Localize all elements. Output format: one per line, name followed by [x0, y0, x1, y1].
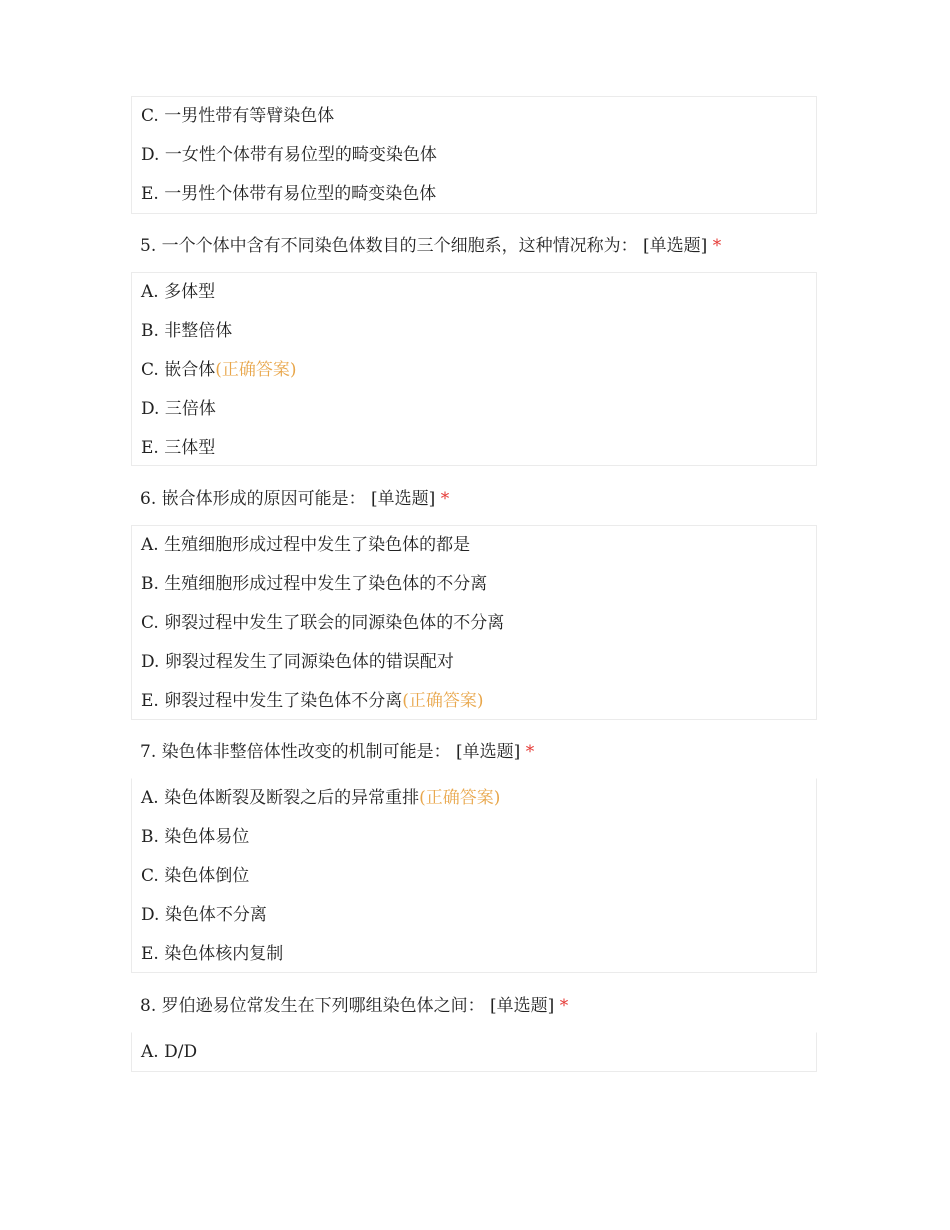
question-title-text: 6. 嵌合体形成的原因可能是：: [140, 489, 366, 509]
q6-options-box: [131, 525, 817, 720]
option-q7-a[interactable]: [141, 787, 500, 809]
option-q5-a[interactable]: A. 多体型: [141, 282, 216, 302]
required-mark: *: [440, 489, 450, 509]
option-q5-c[interactable]: [141, 359, 296, 381]
option-q5-e[interactable]: E. 三体型: [141, 438, 216, 458]
required-mark: *: [525, 742, 535, 762]
question-type: [单选题]: [371, 489, 436, 509]
correct-answer-tag: (正确答案): [419, 788, 501, 808]
option-q6-a[interactable]: A. 生殖细胞形成过程中发生了染色体的都是: [141, 535, 471, 555]
question-type: [单选题]: [643, 236, 708, 256]
question-5-title: [140, 235, 721, 257]
option-q4-d[interactable]: D. 一女性个体带有易位型的畸变染色体: [141, 145, 437, 165]
option-text: C. 嵌合体: [141, 360, 216, 380]
option-q7-e[interactable]: E. 染色体核内复制: [141, 944, 284, 964]
option-q7-b[interactable]: B. 染色体易位: [141, 827, 250, 847]
option-q7-d[interactable]: D. 染色体不分离: [141, 905, 267, 925]
required-mark: *: [559, 996, 569, 1016]
q7-options-box: [131, 778, 817, 973]
option-q4-e[interactable]: E. 一男性个体带有易位型的畸变染色体: [141, 184, 437, 204]
option-q7-c[interactable]: C. 染色体倒位: [141, 866, 250, 886]
option-q8-a[interactable]: A. D/D: [141, 1042, 198, 1062]
question-8-title: [140, 995, 568, 1017]
option-q6-d[interactable]: D. 卵裂过程发生了同源染色体的错误配对: [141, 652, 454, 672]
q8-options-box: [131, 1032, 817, 1072]
correct-answer-tag: (正确答案): [215, 360, 297, 380]
option-text: E. 卵裂过程中发生了染色体不分离: [141, 691, 403, 711]
question-type: [单选题]: [490, 996, 555, 1016]
option-q4-c[interactable]: C. 一男性带有等臂染色体: [141, 106, 335, 126]
question-7-title: [140, 741, 534, 763]
question-type: [单选题]: [456, 742, 521, 762]
q5-options-box: [131, 272, 817, 466]
q4-options-box: [131, 96, 817, 214]
question-6-title: [140, 488, 449, 510]
option-text: A. 染色体断裂及断裂之后的异常重排: [141, 788, 420, 808]
question-title-text: 5. 一个个体中含有不同染色体数目的三个细胞系，这种情况称为：: [140, 236, 638, 256]
option-q6-b[interactable]: B. 生殖细胞形成过程中发生了染色体的不分离: [141, 574, 488, 594]
option-q5-b[interactable]: B. 非整倍体: [141, 321, 233, 341]
option-q6-e[interactable]: [141, 690, 483, 712]
option-q5-d[interactable]: D. 三倍体: [141, 399, 216, 419]
question-title-text: 8. 罗伯逊易位常发生在下列哪组染色体之间：: [140, 996, 485, 1016]
option-q6-c[interactable]: C. 卵裂过程中发生了联会的同源染色体的不分离: [141, 613, 505, 633]
correct-answer-tag: (正确答案): [402, 691, 484, 711]
question-title-text: 7. 染色体非整倍体性改变的机制可能是：: [140, 742, 451, 762]
required-mark: *: [712, 236, 722, 256]
